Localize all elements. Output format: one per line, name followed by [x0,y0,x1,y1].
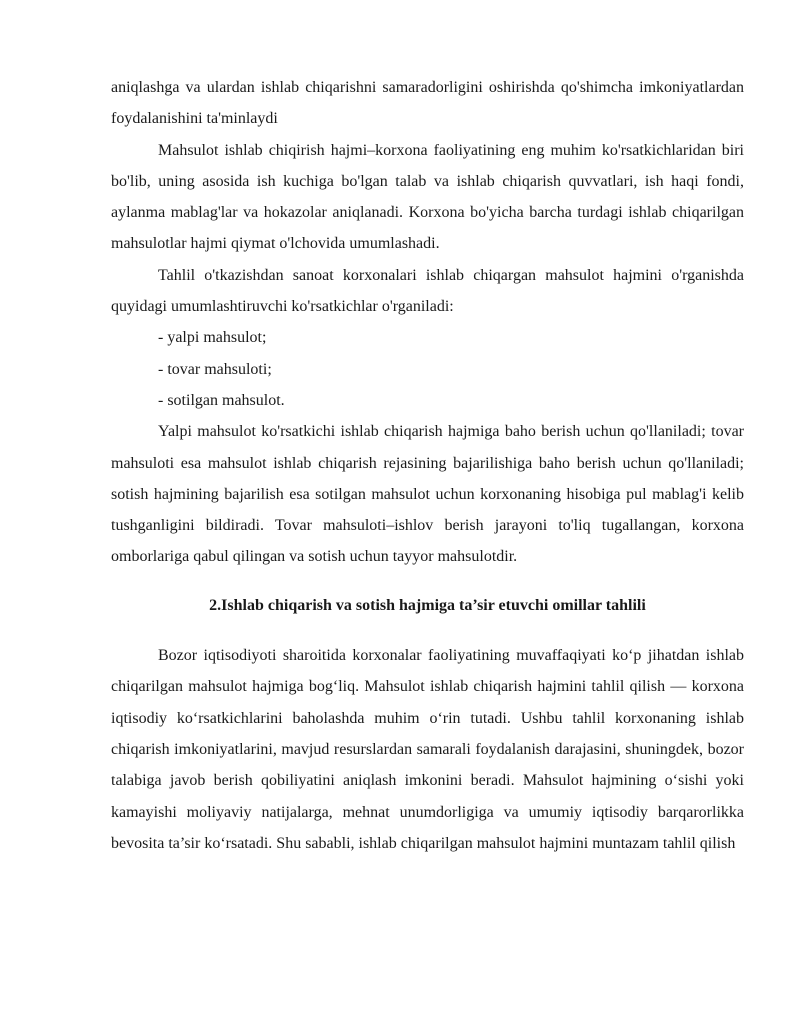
paragraph-market-economy: Bozor iqtisodiyoti sharoitida korxonalar faoliyatining muvaffaqiyati ko‘p jihatdan ishlab chiqarilgan mahsulot hajmiga bog‘liq. Mahsulot ishlab chiqarish hajmini tahlil qilish — korxona iqtisodiy ko‘rsatkichlarini baholashda muhim o‘rin tutadi. Ushbu tahlil korxonaning ishlab chiqarish imkoniyatlarini, mavjud resurslardan samarali foydalanish darajasini, shuningdek, bozor talabiga javob berish qobiliyatini aniqlash imkonini beradi. Mahsulot hajmining o‘sishi yoki kamayishi moliyaviy natijalarga, mehnat unumdorligiga va umumiy iqtisodiy barqarorlikka bevosita ta’sir ko‘rsatadi. Shu sababli, ishlab chiqarilgan mahsulot hajmini muntazam tahlil qilish [111,647,744,852]
paragraph-indicator-usage: Yalpi mahsulot ko'rsatkichi ishlab chiqarish hajmiga baho berish uchun qo'llaniladi; tovar mahsuloti esa mahsulot ishlab chiqarish rejasining bajarilishiga baho berish uchun qo'llaniladi; sotish hajmining bajarilish esa sotilgan mahsulot uchun korxonaning hisobiga pul mablag'i kelib tushganligini bildiradi. Tovar mahsuloti–ishlov berish jarayoni to'liq tugallangan, korxona omborlariga qabul qilingan va sotish uchun tayyor mahsulotdir. [111,423,744,566]
document-page [111,72,744,859]
paragraph-continuation: aniqlashga va ulardan ishlab chiqarishni samaradorligini oshirishda qo'shimcha imkoniyatlardan foydalanishini ta'minlaydi [111,79,744,128]
list-item-commodity-product: - tovar mahsuloti; [158,360,272,378]
paragraph-production-volume: Mahsulot ishlab chiqirish hajmi–korxona faoliyatining eng muhim ko'rsatkichlaridan biri bo'lib, uning asosida ish kuchiga bo'lgan talab va ishlab chiqarish quvvatlari, ish haqi fondi, aylanma mablag'lar va hokazolar aniqlanadi. Korxona bo'yicha barcha turdagi ishlab chiqarilgan mahsulotlar hajmi qiymat o'lchovida umumlashadi. [111,141,744,253]
section-heading: 2.Ishlab chiqarish va sotish hajmiga ta’sir etuvchi omillar tahlili [209,596,646,614]
paragraph-analysis-indicators: Tahlil o'tkazishdan sanoat korxonalari ishlab chiqargan mahsulot hajmini o'rganishda quyidagi umumlashtiruvchi ko'rsatkichlar o'rganiladi: [111,266,744,316]
list-item-sold-product: - sotilgan mahsulot. [158,391,285,409]
list-item-gross-product: - yalpi mahsulot; [158,329,267,347]
